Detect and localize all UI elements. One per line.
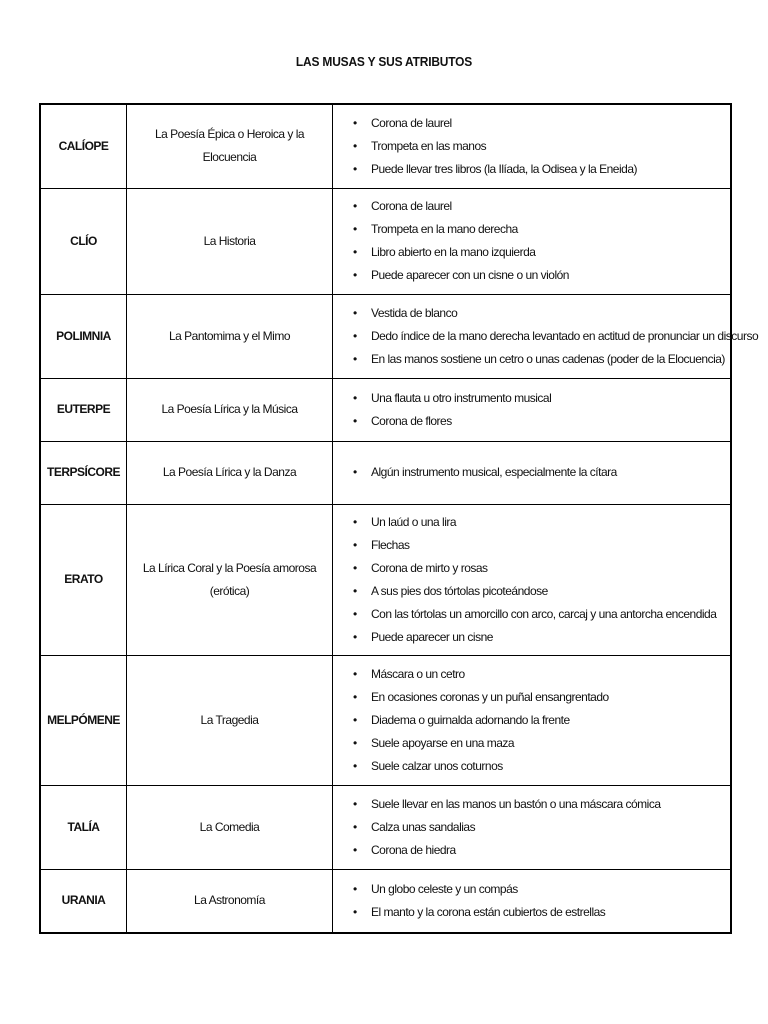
attribute-item: • Libro abierto en la mano izquierda [353, 241, 722, 264]
attribute-list [353, 302, 759, 371]
attribute-item: • Con las tórtolas un amorcillo con arco, carcaj y una antorcha encendida [353, 603, 722, 626]
attribute-item: • Trompeta en la mano derecha [353, 218, 722, 241]
attribute-item: • Suele calzar unos coturnos [353, 755, 722, 778]
attribute-item: • Suele llevar en las manos un bastón o una máscara cómica [353, 793, 722, 816]
attribute-item: • Un laúd o una lira [353, 511, 722, 534]
muse-domain: La Historia [127, 188, 333, 294]
muse-name: TALÍA [40, 785, 127, 869]
attribute-item: • En las manos sostiene un cetro o unas cadenas (poder de la Elocuencia) [353, 348, 722, 371]
muse-domain: La Pantomima y el Mimo [127, 294, 333, 378]
attribute-item: • Un globo celeste y un compás [353, 878, 722, 901]
attribute-list [353, 878, 722, 924]
attribute-list [353, 663, 722, 778]
attribute-item: • Corona de flores [353, 410, 722, 433]
attribute-item: • Trompeta en las manos [353, 135, 722, 158]
muse-attributes [333, 441, 732, 504]
attribute-list [353, 112, 722, 181]
muse-attributes [333, 869, 732, 933]
muse-domain: La Astronomía [127, 869, 333, 933]
muse-name: EUTERPE [40, 378, 127, 441]
muse-attributes [333, 188, 732, 294]
attribute-item: • Calza unas sandalias [353, 816, 722, 839]
attribute-item: • Máscara o un cetro [353, 663, 722, 686]
page-title: LAS MUSAS Y SUS ATRIBUTOS [295, 54, 473, 69]
table-row [40, 104, 731, 188]
table-row [40, 188, 731, 294]
muse-domain: La Comedia [127, 785, 333, 869]
attribute-item: • En ocasiones coronas y un puñal ensangrentado [353, 686, 722, 709]
attribute-item: • Vestida de blanco [353, 302, 722, 325]
muses-table-body [40, 104, 759, 933]
muse-attributes [333, 294, 759, 378]
attribute-item: • Puede aparecer un cisne [353, 626, 722, 649]
attribute-item: • Dedo índice de la mano derecha levantado en actitud de pronunciar un discurso [353, 325, 722, 348]
attribute-item: • Corona de mirto y rosas [353, 557, 722, 580]
attribute-item: • Diadema o guirnalda adornando la frente [353, 709, 722, 732]
muse-name: POLIMNIA [40, 294, 127, 378]
attribute-item: • Una flauta u otro instrumento musical [353, 387, 722, 410]
attribute-item: • Algún instrumento musical, especialmente la cítara [353, 461, 722, 484]
table-row [40, 785, 731, 869]
muse-attributes [333, 104, 732, 188]
attribute-item: • Puede aparecer con un cisne o un violón [353, 264, 722, 287]
table-row [40, 869, 731, 933]
muse-name: CALÍOPE [40, 104, 127, 188]
attribute-item: • Corona de hiedra [353, 839, 722, 862]
attribute-item: • Suele apoyarse en una maza [353, 732, 722, 755]
muse-name: CLÍO [40, 188, 127, 294]
muse-attributes [333, 504, 732, 655]
attribute-list [353, 387, 722, 433]
attribute-item: • A sus pies dos tórtolas picoteándose [353, 580, 722, 603]
muse-domain: La Poesía Lírica y la Danza [127, 441, 333, 504]
attribute-list [353, 461, 722, 484]
attribute-item: • Flechas [353, 534, 722, 557]
attribute-list [353, 793, 722, 862]
muse-domain: La Poesía Épica o Heroica y la Elocuencia [127, 104, 333, 188]
muse-attributes [333, 378, 732, 441]
muse-attributes [333, 655, 732, 785]
muse-name: TERPSÍCORE [40, 441, 127, 504]
table-row [40, 378, 731, 441]
muse-domain: La Lírica Coral y la Poesía amorosa (erótica) [127, 504, 333, 655]
attribute-item: • Puede llevar tres libros (la Ilíada, la Odisea y la Eneida) [353, 158, 722, 181]
muse-name: ERATO [40, 504, 127, 655]
muse-name: MELPÓMENE [40, 655, 127, 785]
table-row [40, 294, 731, 378]
attribute-item: • Corona de laurel [353, 195, 722, 218]
attribute-item: • El manto y la corona están cubiertos de estrellas [353, 901, 722, 924]
muse-name: URANIA [40, 869, 127, 933]
muse-domain: La Poesía Lírica y la Música [127, 378, 333, 441]
attribute-list [353, 511, 722, 649]
muse-domain: La Tragedia [127, 655, 333, 785]
table-row [40, 504, 731, 655]
table-row [40, 655, 731, 785]
table-row [40, 441, 731, 504]
attribute-list [353, 195, 722, 287]
attribute-item: • Corona de laurel [353, 112, 722, 135]
muse-attributes [333, 785, 732, 869]
muses-table [39, 103, 759, 934]
